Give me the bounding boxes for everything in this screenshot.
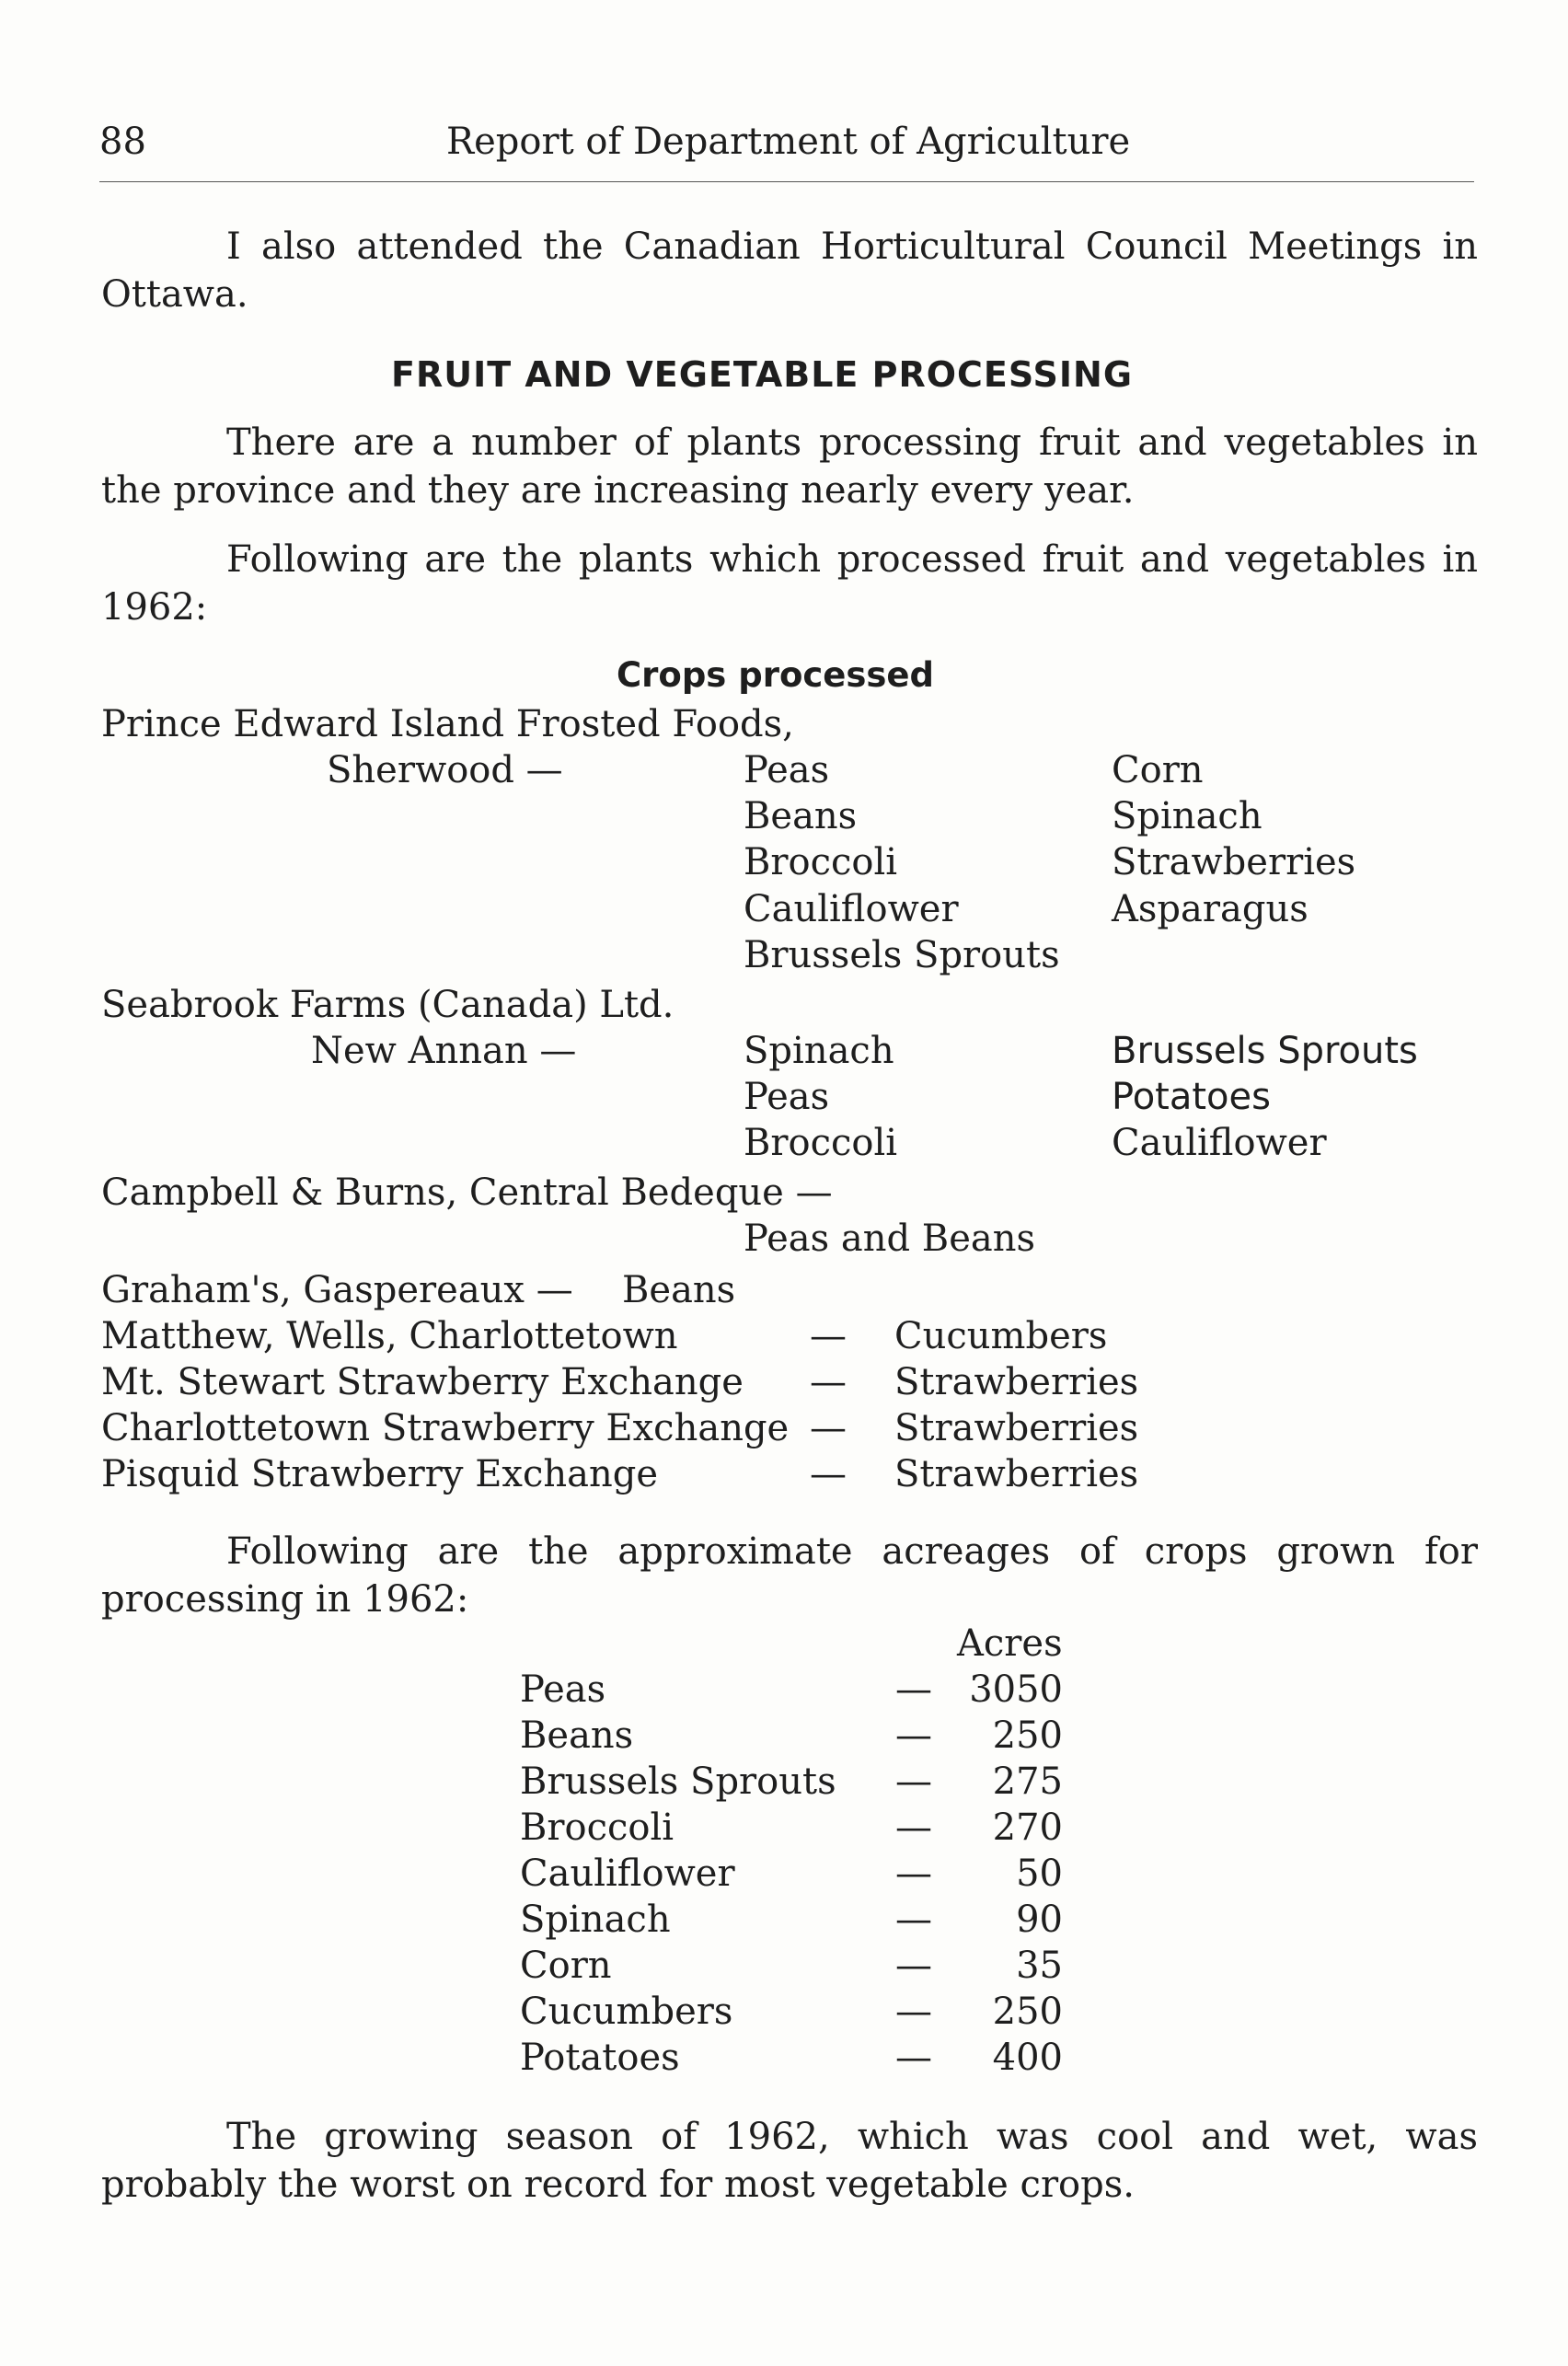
plant-name: Mt. Stewart Strawberry Exchange xyxy=(101,1361,744,1403)
plant-name: Campbell & Burns, Central Bedeque — xyxy=(101,1171,833,1214)
plant-name: Matthew, Wells, Charlottetown xyxy=(101,1315,678,1357)
crop-item: Beans xyxy=(622,1269,736,1311)
crop-item: Potatoes xyxy=(1112,1076,1271,1118)
closing-paragraph: The growing season of 1962, which was cool and wet, was probably the worst on record for most vegetable crops. xyxy=(101,2116,1478,2206)
dash: — xyxy=(895,1806,932,1849)
crop-item: Asparagus xyxy=(1112,888,1309,930)
crop-item: Cucumbers xyxy=(894,1315,1108,1357)
dash: — xyxy=(810,1315,847,1357)
dash: — xyxy=(895,1991,932,2033)
acreage-crop: Cucumbers xyxy=(520,1991,733,2033)
crop-item: Beans xyxy=(744,795,858,837)
crop-item: Brussels Sprouts xyxy=(744,934,1060,976)
crop-item: Spinach xyxy=(744,1030,894,1072)
crop-item: Peas and Beans xyxy=(744,1218,1036,1260)
dash: — xyxy=(810,1453,847,1495)
acreage-crop: Peas xyxy=(520,1668,606,1711)
plant-name: Graham's, Gaspereaux — xyxy=(101,1269,573,1311)
dash: — xyxy=(895,2037,932,2079)
acreage-crop: Corn xyxy=(520,1945,612,1987)
plant-name: Pisquid Strawberry Exchange xyxy=(101,1453,659,1495)
paragraph-plants-intro: There are a number of plants processing fruit and vegetables in the province and they are increasing nearly every year. xyxy=(101,421,1478,512)
crops-processed-heading: Crops processed xyxy=(617,655,935,695)
crop-item: Strawberries xyxy=(894,1453,1139,1495)
dash: — xyxy=(810,1407,847,1449)
acreage-value: 250 xyxy=(992,1714,1063,1757)
dash: — xyxy=(895,1668,932,1711)
acreage-value: 400 xyxy=(992,2037,1063,2079)
crop-item: Brussels Sprouts xyxy=(1112,1030,1418,1072)
acreage-crop: Spinach xyxy=(520,1899,671,1941)
acreage-value: 90 xyxy=(1016,1899,1063,1941)
crop-item: Broccoli xyxy=(744,1122,898,1164)
plant-name: Charlottetown Strawberry Exchange xyxy=(101,1407,790,1449)
paragraph-acreage-intro: Following are the approximate acreages of crops grown for processing in 1962: xyxy=(101,1530,1478,1621)
acreage-crop: Potatoes xyxy=(520,2037,680,2079)
dash: — xyxy=(895,1714,932,1757)
plant-location: Sherwood — xyxy=(327,749,563,791)
dash: — xyxy=(895,1760,932,1803)
acreage-crop: Beans xyxy=(520,1714,634,1757)
page-number: 88 xyxy=(99,121,146,163)
plant-name: Seabrook Farms (Canada) Ltd. xyxy=(101,984,674,1026)
plant-name: Prince Edward Island Frosted Foods, xyxy=(101,703,794,745)
crop-item: Peas xyxy=(744,749,830,791)
paragraph-plants-list-intro: Following are the plants which processed fruit and vegetables in 1962: xyxy=(101,538,1478,629)
acreage-value: 275 xyxy=(992,1760,1063,1803)
dash: — xyxy=(895,1945,932,1987)
intro-paragraph: I also attended the Canadian Horticultural Council Meetings in Ottawa. xyxy=(101,225,1478,316)
running-title: Report of Department of Agriculture xyxy=(446,121,1131,163)
dash: — xyxy=(895,1899,932,1941)
acreage-value: 35 xyxy=(1016,1945,1063,1987)
acreage-value: 250 xyxy=(992,1991,1063,2033)
crop-item: Corn xyxy=(1112,749,1204,791)
crop-item: Cauliflower xyxy=(1112,1122,1327,1164)
acres-column-header: Acres xyxy=(957,1622,1063,1665)
section-title: FRUIT AND VEGETABLE PROCESSING xyxy=(391,354,1134,395)
dash: — xyxy=(895,1852,932,1895)
crop-item: Broccoli xyxy=(744,841,898,883)
plant-location: New Annan — xyxy=(311,1030,577,1072)
acreage-value: 3050 xyxy=(969,1668,1063,1711)
crop-item: Strawberries xyxy=(1112,841,1356,883)
crop-item: Peas xyxy=(744,1076,830,1118)
acreage-value: 270 xyxy=(992,1806,1063,1849)
acreage-crop: Cauliflower xyxy=(520,1852,735,1895)
crop-item: Strawberries xyxy=(894,1407,1139,1449)
dash: — xyxy=(810,1361,847,1403)
acreage-crop: Brussels Sprouts xyxy=(520,1760,836,1803)
acreage-crop: Broccoli xyxy=(520,1806,674,1849)
crop-item: Cauliflower xyxy=(744,888,959,930)
acreage-value: 50 xyxy=(1016,1852,1063,1895)
crop-item: Strawberries xyxy=(894,1361,1139,1403)
crop-item: Spinach xyxy=(1112,795,1262,837)
header-rule xyxy=(99,181,1474,182)
